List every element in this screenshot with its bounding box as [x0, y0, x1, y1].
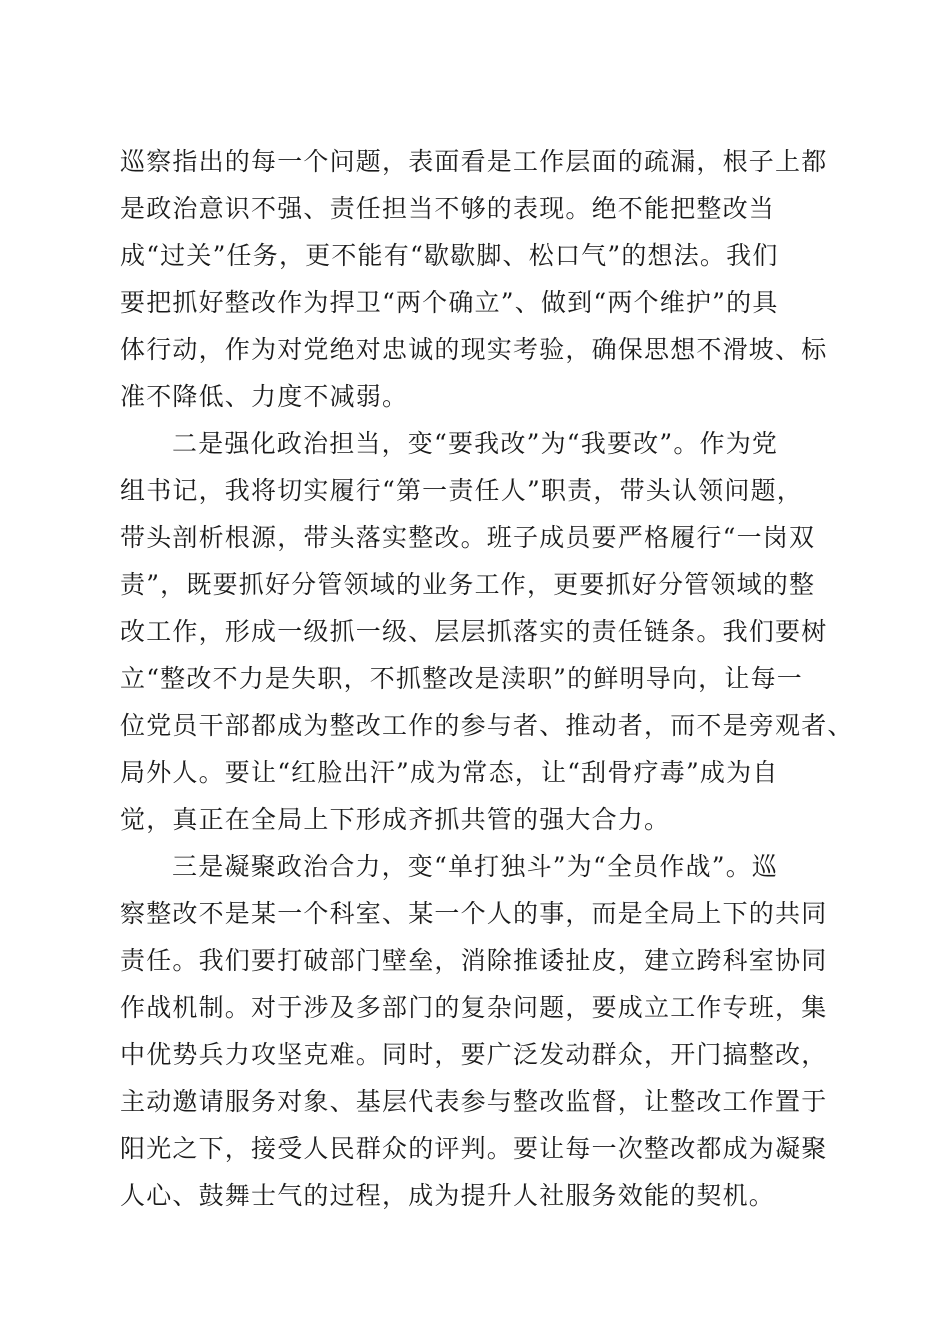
text-line: 带头剖析根源，带头落实整改。班子成员要严格履行“一岗双	[120, 523, 816, 552]
text-line: 改工作，形成一级抓一级、层层抓落实的责任链条。我们要树	[120, 617, 828, 646]
text-line: 巡察指出的每一个问题，表面看是工作层面的疏漏，根子上都	[120, 147, 828, 176]
paragraph-heading-line: 三是凝聚政治合力，变“单打独斗”为“全员作战”。巡	[172, 852, 779, 881]
text-line: 是政治意识不强、责任担当不够的表现。绝不能把整改当	[120, 194, 776, 223]
text-line: 准不降低、力度不减弱。	[120, 382, 409, 411]
body-text	[120, 138, 854, 1219]
text-line: 立“整改不力是失职，不抓整改是渎职”的鲜明导向，让每一	[120, 664, 803, 693]
text-line: 成“过关”任务，更不能有“歇歇脚、松口气”的想法。我们	[120, 241, 779, 270]
text-line: 责”，既要抓好分管领域的业务工作，更要抓好分管领域的整	[120, 570, 816, 599]
text-line: 人心、鼓舞士气的过程，成为提升人社服务效能的契机。	[120, 1181, 776, 1210]
text-line: 察整改不是某一个科室、某一个人的事，而是全局上下的共同	[120, 899, 828, 928]
text-line: 体行动，作为对党绝对忠诚的现实考验，确保思想不滑坡、标	[120, 335, 828, 364]
text-line: 阳光之下，接受人民群众的评判。要让每一次整改都成为凝聚	[120, 1134, 828, 1163]
text-line: 觉，真正在全局上下形成齐抓共管的强大合力。	[120, 805, 671, 834]
text-line: 责任。我们要打破部门壁垒，消除推诿扯皮，建立跨科室协同	[120, 946, 828, 975]
text-line: 组书记，我将切实履行“第一责任人”职责，带头认领问题，	[120, 476, 803, 505]
text-line: 局外人。要让“红脸出汗”成为常态，让“刮骨疗毒”成为自	[120, 758, 779, 787]
text-line: 中优势兵力攻坚克难。同时，要广泛发动群众，开门搞整改，	[120, 1040, 828, 1069]
text-line: 作战机制。对于涉及多部门的复杂问题，要成立工作专班，集	[120, 993, 828, 1022]
text-line: 主动邀请服务对象、基层代表参与整改监督，让整改工作置于	[120, 1087, 828, 1116]
paragraph-heading-line: 二是强化政治担当，变“要我改”为“我要改”。作为党	[172, 429, 779, 458]
text-line: 要把抓好整改作为捍卫“两个确立”、做到“两个维护”的具	[120, 288, 779, 317]
text-line: 位党员干部都成为整改工作的参与者、推动者，而不是旁观者、	[120, 711, 854, 740]
